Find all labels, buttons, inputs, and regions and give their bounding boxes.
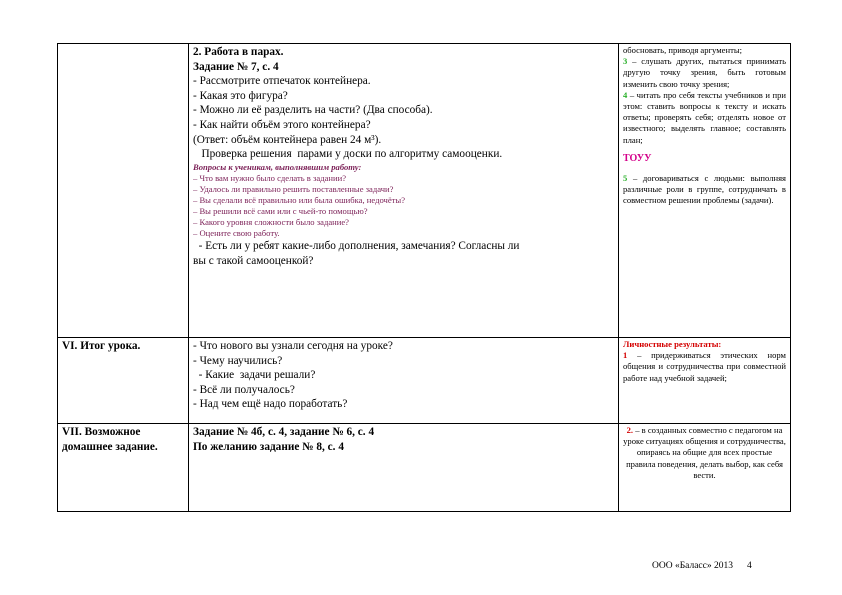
question-item: – Что вам нужно было сделать в задании? xyxy=(193,172,347,183)
item-text: – в созданных совместно с педагогом на уроке ситуациях общения и сотрудничества, опираясь на общие для всех простые правила поведения, делать выбор, как себя вести. xyxy=(623,425,786,480)
item-text: – читать про себя тексты учебников и при этом: ставить вопросы к тексту и искать ответы; проверять себя; отделять новое от известного; выделять главное; составлять план; xyxy=(623,89,786,145)
activity-line: - Что нового вы узнали сегодня на уроке? xyxy=(193,340,393,352)
pair-work-heading: 2. Работа в парах. xyxy=(193,46,284,58)
activity-line: - Рассмотрите отпечаток контейнера. xyxy=(193,75,371,88)
stage-cell xyxy=(58,424,189,512)
task-reference: Задание № 7, с. 4 xyxy=(193,60,279,73)
question-item: – Вы сделали всё правильно или была ошибка, недочёты? xyxy=(193,195,406,206)
activity-line: - Есть ли у ребят какие-либо дополнения, замечания? Согласны ли xyxy=(193,240,520,253)
homework-line: Задание № 4б, с. 4, задание № 6, с. 4 xyxy=(193,426,375,438)
activity-line: - Как найти объём этого контейнера? xyxy=(193,118,371,131)
results-item xyxy=(623,173,786,207)
stage-label: VI. Итог урока. xyxy=(62,340,141,352)
table-row xyxy=(58,338,791,424)
results-cell xyxy=(619,424,791,512)
item-number: 5 xyxy=(623,173,628,184)
item-number: 1 xyxy=(623,350,628,361)
activity-line: вы с такой самооценкой? xyxy=(193,255,314,267)
activity-line: (Ответ: объём контейнера равен 24 м³). xyxy=(193,133,382,146)
activity-line: - Чему научились? xyxy=(193,354,283,367)
item-text: – договариваться с людьми: выполняя различные роли в группе, сотрудничать в совместном решении проблемы (задачи). xyxy=(623,173,786,206)
activity-cell xyxy=(189,338,619,424)
activity-line: Проверка решения парами у доски по алгоритму самооценки. xyxy=(193,148,503,161)
stage-label: VII. Возможное домашнее задание. xyxy=(62,426,158,453)
page-number: 4 xyxy=(746,561,752,571)
activity-line: - Над чем ещё надо поработать? xyxy=(193,398,348,411)
personal-results-title: Личностные результаты: xyxy=(623,339,722,349)
question-item: – Оцените свою работу. xyxy=(193,228,280,239)
question-item: – Вы решили всё сами или с чьей-то помощью? xyxy=(193,206,368,217)
page-footer xyxy=(652,561,752,571)
results-item xyxy=(623,90,786,146)
results-item xyxy=(623,350,786,384)
results-cell xyxy=(619,338,791,424)
item-text: – придерживаться этических норм общения и сотрудничества при совместной работе над учебной задачей; xyxy=(623,350,786,383)
question-item: – Какого уровня сложности было задание? xyxy=(193,217,349,228)
item-text: – слушать других, пытаться принимать другую точку зрения, быть готовым изменить свою точку зрения; xyxy=(623,56,786,89)
item-number: 3 xyxy=(623,56,628,67)
table-row xyxy=(58,424,791,512)
stage-cell xyxy=(58,44,189,338)
results-item xyxy=(623,425,786,481)
footer-company: ООО «Баласс» 2013 xyxy=(652,561,733,571)
item-number: 2. xyxy=(626,425,634,435)
results-cell xyxy=(619,44,791,338)
table-row xyxy=(58,44,791,338)
homework-line: По желанию задание № 8, с. 4 xyxy=(193,440,344,453)
question-item: – Удалось ли правильно решить поставленные задачи? xyxy=(193,183,394,194)
activity-line: - Можно ли её разделить на части? (Два способа). xyxy=(193,104,433,117)
stage-cell xyxy=(58,338,189,424)
activity-line: - Какая это фигура? xyxy=(193,89,288,102)
activity-cell xyxy=(189,44,619,338)
lesson-plan-table xyxy=(57,43,791,512)
activity-cell xyxy=(189,424,619,512)
results-text: обосновать, приводя аргументы; xyxy=(623,45,743,55)
item-number: 4 xyxy=(623,89,628,100)
questions-title: Вопросы к ученикам, выполнявшим работу: xyxy=(193,161,362,172)
results-item xyxy=(623,56,786,90)
activity-line: - Всё ли получалось? xyxy=(193,383,295,396)
touu-heading: ТОУУ xyxy=(623,152,652,164)
activity-line: - Какие задачи решали? xyxy=(193,369,316,382)
